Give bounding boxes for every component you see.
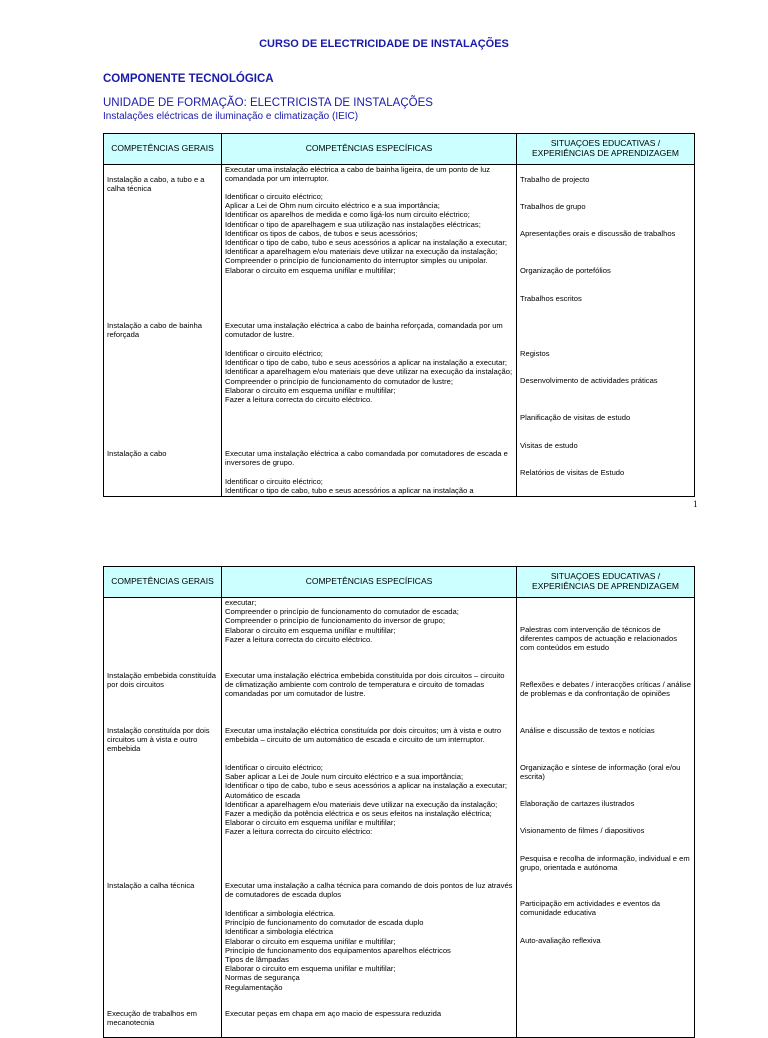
situation-item: Registos	[520, 349, 550, 358]
general-item: Execução de trabalhos em mecanotecnia	[107, 1009, 197, 1028]
general-item: Instalação a calha técnica	[107, 881, 195, 890]
document-title: CURSO DE ELECTRICIDADE DE INSTALAÇÕES	[259, 38, 509, 50]
situation-item: Apresentações orais e discussão de trabalhos	[520, 229, 676, 238]
specific-item: Identificar o circuito eléctrico; Saber aplicar a Lei de Joule num circuito eléctrico e a sua importância; Identificar o tipo de cabo, tubo e seus acessórios a aplicar na instalação a executar; Automático de escada Identificar a aparelhagem e/ou materiais deve utilizar na execução da instalação; Fazer a medição da potência eléctrica e os seus efeitos na instalação eléctrica; Elaborar o circuito em esquema unifilar e multifilar; Fazer a leitura correcta do circuito eléctrico:	[225, 763, 507, 837]
situation-item: Desenvolvimento de actividades práticas	[520, 376, 658, 385]
situation-item: Auto-avaliação reflexiva	[520, 936, 601, 945]
general-item: Instalação a cabo	[107, 449, 167, 458]
specific-item: Identificar o circuito eléctrico; Identificar o tipo de cabo, tubo e seus acessórios a aplicar na instalação a	[225, 477, 474, 496]
situation-item: Elaboração de cartazes ilustrados	[520, 799, 635, 808]
situation-item: Trabalhos de grupo	[520, 202, 586, 211]
general-item: Instalação embebida constituída por dois circuitos	[107, 671, 216, 690]
situation-item: Palestras com intervenção de técnicos de diferentes campos de actuação e relacionados com conteúdos em estudo	[520, 625, 678, 653]
situation-item: Análise e discussão de textos e notícias	[520, 726, 655, 735]
column-header-specific: COMPETÊNCIAS ESPECÍFICAS	[222, 567, 517, 598]
column-header-general: COMPETÊNCIAS GERAIS	[104, 134, 222, 165]
general-item: Instalação a cabo de bainha reforçada	[107, 321, 202, 340]
situation-item: Planificação de visitas de estudo	[520, 413, 631, 422]
situation-item: Participação em actividades e eventos da comunidade educativa	[520, 899, 661, 918]
situation-item: Visionamento de filmes / diapositivos	[520, 826, 645, 835]
situation-item: Relatórios de visitas de Estudo	[520, 468, 625, 477]
page-number: 1	[693, 499, 698, 509]
general-competencies-cell	[104, 598, 222, 1038]
general-item: Instalação a cabo, a tubo e a calha técnica	[107, 175, 205, 194]
situation-item: Pesquisa e recolha de informação, individual e em grupo, orientada e autónoma	[520, 854, 690, 873]
specific-item: Executar uma instalação eléctrica a cabo comandada por comutadores de escada e inversores de grupo.	[225, 449, 508, 468]
specific-item: executar; Compreender o princípio de funcionamento do comutador de escada; Compreender o princípio de funcionamento do inversor de grupo; Elaborar o circuito em esquema unifilar e multifilar; Fazer a leitura correcta do circuito eléctrico.	[225, 598, 459, 644]
column-header-general: COMPETÊNCIAS GERAIS	[104, 567, 222, 598]
specific-item: Identificar o circuito eléctrico; Identificar o tipo de cabo, tubo e seus acessórios a aplicar na instalação a executar; Identificar a aparelhagem e/ou materiais que deve utilizar na execução da instalação; Compreender o princípio de funcionamento do comutador de lustre; Elaborar o circuito em esquema unifilar e multifilar; Fazer a leitura correcta do circuito eléctrico.	[225, 349, 513, 405]
specific-competencies-cell	[222, 598, 517, 1038]
situation-item: Visitas de estudo	[520, 441, 578, 450]
situation-item: Trabalhos escritos	[520, 294, 582, 303]
specific-item: Executar uma instalação eléctrica embebida constituída por dois circuitos – circuito de climatização ambiente com controlo de temperatura e circuito de tomadas comandadas por um comutador de lustre.	[225, 671, 505, 699]
educational-situations-cell	[517, 165, 695, 497]
specific-item: Executar uma instalação eléctrica constituída por dois circuitos; um à vista e outro embebida – circuito de um automático de escada e circuito de um interruptor.	[225, 726, 502, 745]
unit-subheading: Instalações eléctricas de iluminação e climatização (IEIC)	[103, 111, 359, 122]
general-competencies-cell	[104, 165, 222, 497]
situation-item: Organização de portefólios	[520, 266, 611, 275]
situation-item: Reflexões e debates / interacções críticas / análise de problemas e da confrontação de opiniões	[520, 680, 691, 699]
educational-situations-cell	[517, 598, 695, 1038]
situation-item: Trabalho de projecto	[520, 175, 590, 184]
specific-item: Identificar a simbologia eléctrica. Princípio de funcionamento do comutador de escada duplo Identificar a simbologia eléctrica Elaborar o circuito em esquema unifilar e multifilar; Princípio de funcionamento dos equipamentos aparelhos eléctricos Tipos de lâmpadas Elaborar o circuito em esquema unifilar e multifilar; Normas de segurança Regulamentação	[225, 909, 451, 992]
column-header-specific: COMPETÊNCIAS ESPECÍFICAS	[222, 134, 517, 165]
specific-competencies-cell	[222, 165, 517, 497]
competencies-table-page-1	[103, 133, 695, 497]
specific-item: Executar uma instalação a calha técnica para comando de dois pontos de luz através de comutadores de escada duplos	[225, 881, 513, 900]
specific-item: Executar uma instalação eléctrica a cabo de bainha reforçada, comandada por um comutador de lustre.	[225, 321, 503, 340]
column-header-situations: SITUAÇOES EDUCATIVAS / EXPERIÊNCIAS DE APRENDIZAGEM	[517, 567, 695, 598]
specific-item: Identificar o circuito eléctrico; Aplicar a Lei de Ohm num circuito eléctrico e a sua importância; Identificar os aparelhos de medida e como ligá-los num circuito eléctrico; Identificar o tipo de aparelhagem e sua utilização nas instalações eléctricas; Identificar os tipos de cabos, de tubos e seus acessórios; Identificar o tipo de cabo, tubo e seus acessórios a aplicar na instalação a executar; Identificar a aparelhagem e/ou materiais deve utilizar na execução da instalação; Compreender o princípio de funcionamento do interruptor simples ou unipolar. Elaborar o circuito em esquema unifilar e multifilar;	[225, 192, 507, 275]
situation-item: Organização e síntese de informação (oral e/ou escrita)	[520, 763, 681, 782]
unit-heading: UNIDADE DE FORMAÇÃO: ELECTRICISTA DE INSTALAÇÕES	[103, 97, 433, 109]
competencies-table-page-2	[103, 566, 695, 1038]
specific-item: Executar peças em chapa em aço macio de espessura reduzida	[225, 1009, 442, 1018]
general-item: Instalação constituída por dois circuitos um à vista e outro embebida	[107, 726, 210, 754]
component-heading: COMPONENTE TECNOLÓGICA	[103, 73, 274, 85]
column-header-situations: SITUAÇOES EDUCATIVAS / EXPERIÊNCIAS DE APRENDIZAGEM	[517, 134, 695, 165]
specific-item: Executar uma instalação eléctrica a cabo de bainha ligeira, de um ponto de luz comandada por um interruptor.	[225, 165, 491, 184]
